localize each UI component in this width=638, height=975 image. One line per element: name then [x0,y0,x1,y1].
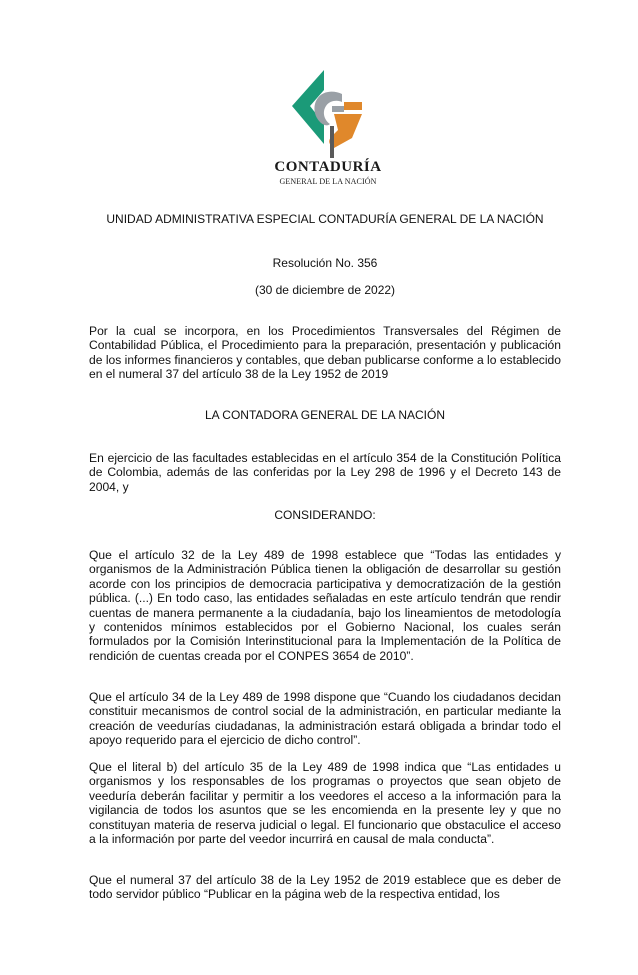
logo-name: CONTADURÍA [274,159,382,175]
faculties-paragraph: En ejercicio de las facultades establecidas en el artículo 354 de la Constitución Política de Colombia, además de las conferidas por la Ley 298 de 1996 y el Decreto 143 de 2004, y [89,451,561,494]
consideration-paragraph: Que el numeral 37 del artículo 38 de la Ley 1952 de 2019 establece que es deber de todo servidor público “Publicar en la página web de la respectiva entidad, los [89,873,561,902]
resolution-date: (30 de diciembre de 2022) [254,283,396,297]
purpose-paragraph: Por la cual se incorpora, en los Procedimientos Transversales del Régimen de Contabilidad Pública, el Procedimiento para la preparación, presentación y publicación de los informes financieros y contables, que deban publicarse conforme a lo establecido en el numeral 37 del artículo 38 de la Ley 1952 de 2019 [89,324,561,382]
logo-emblem-icon [272,66,384,158]
logo-subtitle: GENERAL DE LA NACIÓN [279,177,377,186]
consideration-paragraph: Que el literal b) del artículo 35 de la Ley 489 de 1998 indica que “Las entidades u organismos y los responsables de los programas o proyectos que sean objeto de veeduría deberán facilitar y permitir a los veedores el acceso a la información para la vigilancia de todos los asuntos que se les encomienda en la presente ley y que no constituyan materia de reserva judicial o legal. El funcionario que obstaculice el acceso a la información por parte del veedor incurrirá en causal de mala conducta”. [89,760,561,847]
consideration-paragraph: Que el artículo 32 de la Ley 489 de 1998 establece que “Todas las entidades y organismos de la Administración Pública tienen la obligación de desarrollar su gestión acorde con los principios de democracia participativa y democratización de la gestión pública. (...) En todo caso, las entidades señaladas en este artículo tendrán que rendir cuentas de manera permanente a la ciudadanía, bajo los lineamientos de metodología y contenidos mínimos establecidos por el Gobierno Nacional, los cuales serán formulados por la Comisión Interinstitucional para la Implementación de la Política de rendición de cuentas creada por el CONPES 3654 de 2010”. [89,548,561,663]
consideration-paragraph: Que el artículo 34 de la Ley 489 de 1998 dispone que “Cuando los ciudadanos decidan constituir mecanismos de control social de la administración, en particular mediante la creación de veedurías ciudadanas, la administración estará obligada a brindar todo el apoyo requerido para el ejercicio de dicho control”. [89,690,561,748]
entity-heading: UNIDAD ADMINISTRATIVA ESPECIAL CONTADURÍA GENERAL DE LA NACIÓN [106,212,544,226]
resolution-number: Resolución No. 356 [272,256,378,270]
authority-heading: LA CONTADORA GENERAL DE LA NACIÓN [204,408,446,422]
considering-heading: CONSIDERANDO: [274,508,376,522]
contaduria-logo [272,66,384,190]
